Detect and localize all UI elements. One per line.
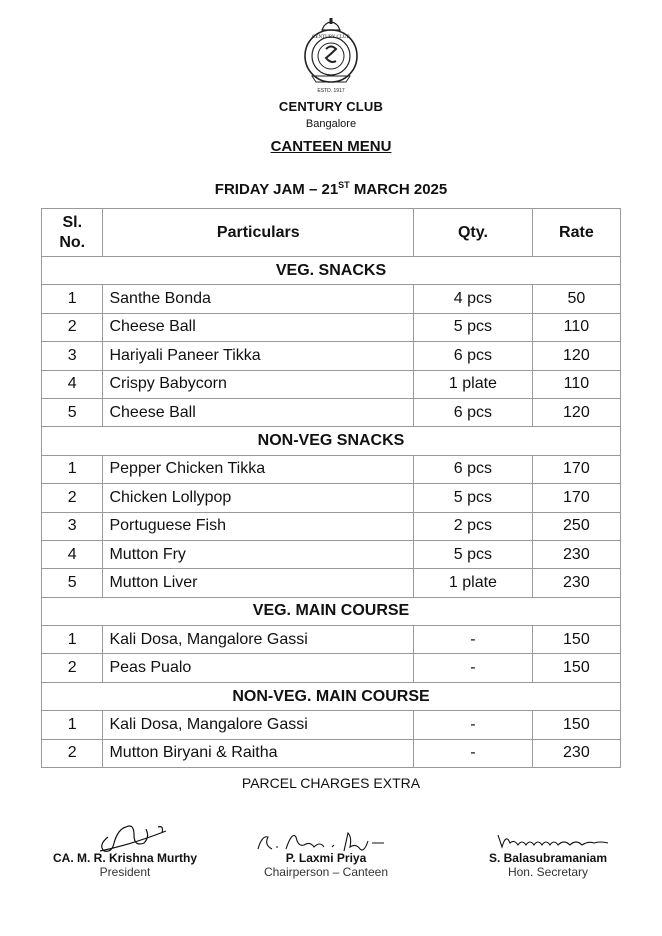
event-date-rest: MARCH 2025 bbox=[349, 181, 448, 198]
item-name: Cheese Ball bbox=[103, 313, 414, 341]
signatory-president bbox=[40, 851, 210, 879]
item-sl-no: 1 bbox=[42, 626, 103, 654]
event-date-ordinal: ST bbox=[338, 180, 350, 190]
item-sl-no: 2 bbox=[42, 313, 103, 341]
item-qty: 5 pcs bbox=[414, 484, 533, 512]
table-row bbox=[42, 313, 621, 341]
menu-table-body bbox=[42, 257, 621, 768]
table-row bbox=[42, 569, 621, 597]
item-qty: - bbox=[414, 654, 533, 682]
table-row bbox=[42, 540, 621, 568]
item-rate: 110 bbox=[532, 370, 620, 398]
item-qty: 6 pcs bbox=[414, 398, 533, 426]
section-title: NON-VEG. MAIN COURSE bbox=[42, 682, 621, 710]
item-sl-no: 4 bbox=[42, 540, 103, 568]
col-header-sl-no bbox=[42, 209, 103, 257]
section-title: VEG. SNACKS bbox=[42, 257, 621, 285]
item-qty: 4 pcs bbox=[414, 285, 533, 313]
signatory-role: President bbox=[99, 865, 151, 879]
item-qty: 1 plate bbox=[414, 569, 533, 597]
item-name: Chicken Lollypop bbox=[103, 484, 414, 512]
event-date-prefix: FRIDAY JAM – 21 bbox=[214, 181, 339, 198]
item-qty: 2 pcs bbox=[414, 512, 533, 540]
item-qty: - bbox=[414, 711, 533, 739]
item-rate: 50 bbox=[532, 285, 620, 313]
table-row bbox=[42, 654, 621, 682]
item-rate: 250 bbox=[532, 512, 620, 540]
item-name: Mutton Liver bbox=[103, 569, 414, 597]
section-header-row bbox=[42, 597, 621, 625]
signatory-chairperson bbox=[250, 851, 402, 879]
menu-title: CANTEEN MENU bbox=[270, 138, 392, 155]
table-row bbox=[42, 285, 621, 313]
club-name: CENTURY CLUB bbox=[278, 99, 384, 114]
item-sl-no: 1 bbox=[42, 711, 103, 739]
item-rate: 230 bbox=[532, 540, 620, 568]
table-row bbox=[42, 370, 621, 398]
item-rate: 150 bbox=[532, 711, 620, 739]
col-header-particulars: Particulars bbox=[103, 209, 414, 257]
item-rate: 120 bbox=[532, 342, 620, 370]
item-sl-no: 5 bbox=[42, 398, 103, 426]
col-header-sl: Sl. bbox=[62, 213, 83, 231]
table-header-row bbox=[42, 209, 621, 257]
menu-table bbox=[41, 208, 621, 768]
item-name: Pepper Chicken Tikka bbox=[103, 455, 414, 483]
table-row bbox=[42, 484, 621, 512]
section-header-row bbox=[42, 257, 621, 285]
signatory-name: S. Balasubramaniam bbox=[488, 851, 608, 865]
item-name: Mutton Biryani & Raitha bbox=[103, 739, 414, 767]
item-name: Cheese Ball bbox=[103, 398, 414, 426]
item-sl-no: 2 bbox=[42, 484, 103, 512]
item-rate: 110 bbox=[532, 313, 620, 341]
item-sl-no: 3 bbox=[42, 342, 103, 370]
item-sl-no: 4 bbox=[42, 370, 103, 398]
signatory-name: CA. M. R. Krishna Murthy bbox=[52, 851, 197, 865]
signatory-role: Chairperson – Canteen bbox=[263, 865, 389, 879]
signatory-name: P. Laxmi Priya bbox=[285, 851, 367, 865]
parcel-charges-note: PARCEL CHARGES EXTRA bbox=[241, 775, 421, 791]
item-name: Mutton Fry bbox=[103, 540, 414, 568]
item-name: Kali Dosa, Mangalore Gassi bbox=[103, 711, 414, 739]
item-rate: 230 bbox=[532, 569, 620, 597]
event-title bbox=[0, 180, 662, 198]
signature-president-icon bbox=[90, 817, 180, 857]
item-name: Peas Pualo bbox=[103, 654, 414, 682]
table-row bbox=[42, 739, 621, 767]
item-qty: - bbox=[414, 739, 533, 767]
item-rate: 170 bbox=[532, 455, 620, 483]
section-header-row bbox=[42, 682, 621, 710]
table-row bbox=[42, 626, 621, 654]
table-row bbox=[42, 342, 621, 370]
table-row bbox=[42, 512, 621, 540]
item-name: Hariyali Paneer Tikka bbox=[103, 342, 414, 370]
item-rate: 170 bbox=[532, 484, 620, 512]
section-title: VEG. MAIN COURSE bbox=[42, 597, 621, 625]
col-header-no: No. bbox=[59, 233, 86, 251]
item-sl-no: 2 bbox=[42, 654, 103, 682]
item-name: Santhe Bonda bbox=[103, 285, 414, 313]
item-sl-no: 1 bbox=[42, 455, 103, 483]
item-name: Portuguese Fish bbox=[103, 512, 414, 540]
table-row bbox=[42, 398, 621, 426]
signature-secretary-icon bbox=[494, 829, 614, 851]
signatory-role: Hon. Secretary bbox=[507, 865, 589, 879]
item-rate: 150 bbox=[532, 626, 620, 654]
item-sl-no: 3 bbox=[42, 512, 103, 540]
item-qty: 6 pcs bbox=[414, 342, 533, 370]
item-sl-no: 5 bbox=[42, 569, 103, 597]
item-rate: 230 bbox=[532, 739, 620, 767]
col-header-rate: Rate bbox=[532, 209, 620, 257]
item-qty: 5 pcs bbox=[414, 540, 533, 568]
signatory-secretary bbox=[472, 851, 624, 879]
section-title: NON-VEG SNACKS bbox=[42, 427, 621, 455]
table-row bbox=[42, 455, 621, 483]
item-qty: 5 pcs bbox=[414, 313, 533, 341]
item-qty: 6 pcs bbox=[414, 455, 533, 483]
signature-chairperson-icon bbox=[252, 827, 392, 857]
item-sl-no: 1 bbox=[42, 285, 103, 313]
item-rate: 150 bbox=[532, 654, 620, 682]
item-qty: 1 plate bbox=[414, 370, 533, 398]
logo-text: CENTURY CLUB bbox=[312, 35, 350, 40]
club-city: Bangalore bbox=[305, 118, 357, 130]
item-name: Kali Dosa, Mangalore Gassi bbox=[103, 626, 414, 654]
item-qty: - bbox=[414, 626, 533, 654]
century-club-crest-icon bbox=[302, 16, 360, 96]
item-name: Crispy Babycorn bbox=[103, 370, 414, 398]
logo-estd: ESTD. 1917 bbox=[317, 88, 345, 94]
item-rate: 120 bbox=[532, 398, 620, 426]
col-header-qty: Qty. bbox=[414, 209, 533, 257]
section-header-row bbox=[42, 427, 621, 455]
table-row bbox=[42, 711, 621, 739]
item-sl-no: 2 bbox=[42, 739, 103, 767]
